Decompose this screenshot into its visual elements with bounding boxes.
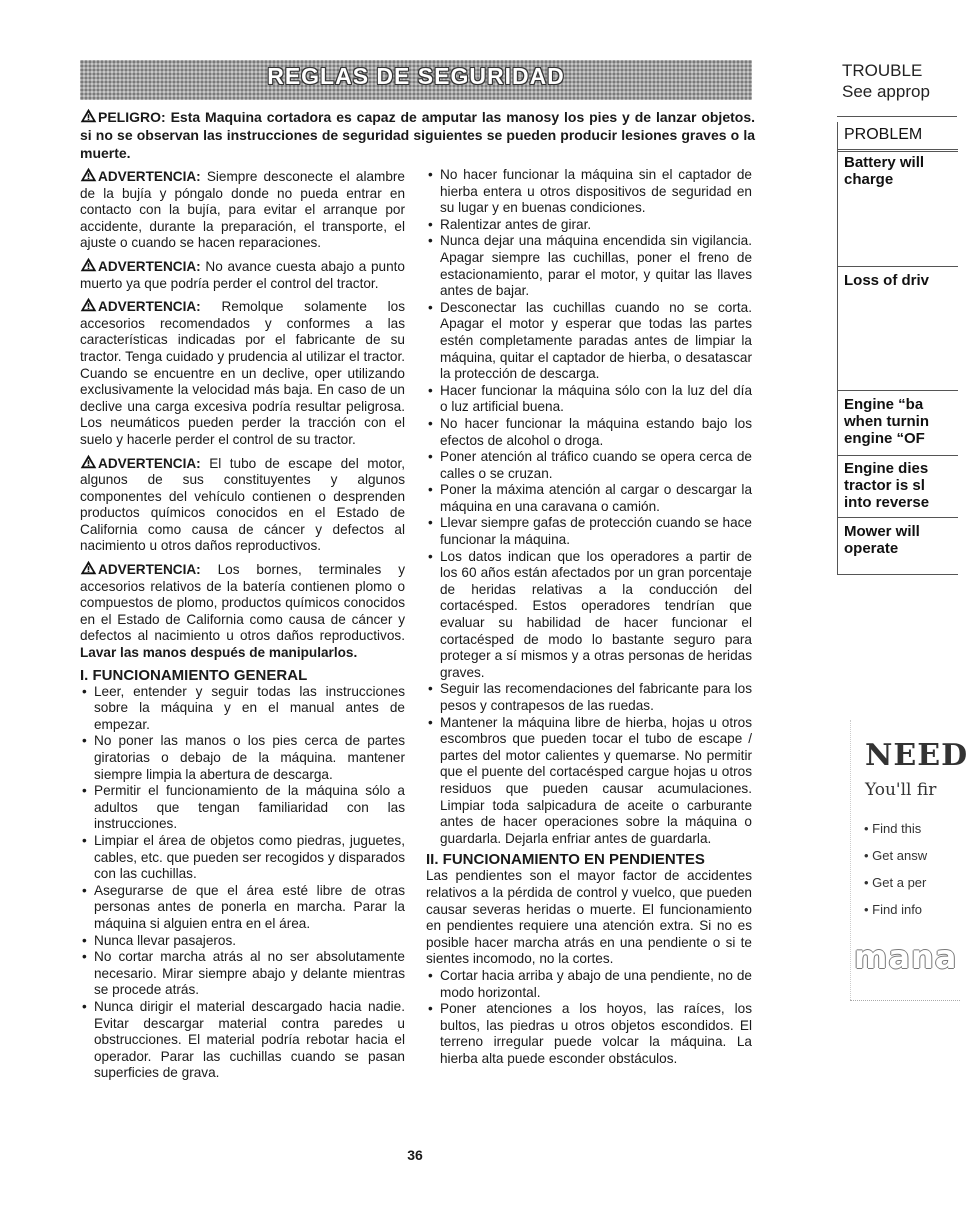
peek-ad-title: NEED	[865, 738, 968, 773]
page-number: 36	[407, 1147, 423, 1163]
list-item: • Desconectar las cuchillas cuando no se corta. Apagar el motor y esperar que todas las partes estén completamente paradas antes de limpiar la máquina, quitar el captador de hierba, o desatascar la protección de descarga.	[426, 300, 752, 383]
warning-paragraph	[80, 167, 405, 252]
warning-paragraph	[80, 560, 405, 662]
peek-row-cell: Engine “ba when turnin engine “OF	[844, 396, 929, 447]
list-item: • No cortar marcha atrás al no ser absolutamente necesario. Mirar siempre abajo y delante mientras se procede atrás.	[80, 949, 405, 999]
warning-text: El tubo de escape del motor, algunos de sus constituyentes y algunos componentes del vehículo contienen o desprenden productos químicos conocidos en el Estado de California como causa de cáncer y defectos al nacimiento u otros daños reproductivos.	[80, 455, 405, 554]
warning-triangle-icon	[80, 454, 97, 469]
warning-label: ADVERTENCIA:	[98, 299, 201, 315]
warning-paragraph	[80, 257, 405, 292]
warning-triangle-icon	[80, 297, 97, 312]
peek-help-ad	[850, 700, 968, 1020]
warning-label: ADVERTENCIA:	[98, 258, 201, 274]
list-item: • Poner atenciones a los hoyos, las raíces, los bultos, las piedras u otros objetos escondidos. El terreno irregular puede volcar la máquina. La hierba alta puede esconder obstáculos.	[426, 1001, 752, 1067]
peek-ad-subtitle: You'll fir	[865, 780, 937, 800]
peek-page-title	[842, 60, 930, 102]
list-item: • Cortar hacia arriba y abajo de una pendiente, no de modo horizontal.	[426, 968, 752, 1001]
list-item: • Limpiar el área de objetos como piedras, juguetes, cables, etc. que pueden ser recogidos y disparados con las cuchillas.	[80, 833, 405, 883]
list-item: • Hacer funcionar la máquina sólo con la luz del día o luz artificial buena.	[426, 383, 752, 416]
list-item: • No hacer funcionar la máquina sin el captador de hierba entera u otros dispositivos de seguridad en su lugar y en buenas condiciones.	[426, 167, 752, 217]
peek-row-cell: Engine dies tractor is sl into reverse	[844, 460, 930, 511]
section-heading-general: I. FUNCIONAMIENTO GENERAL	[80, 666, 308, 684]
warning-paragraph	[80, 454, 405, 556]
warning-text: Siempre desconecte el alambre de la bujía y póngalo donde no pueda entrar en contacto con la bujía, para evitar el arranque por accidente, durante la preparación, el transporte, el ajuste o cuando se hacen reparaciones.	[80, 169, 405, 251]
slopes-intro: Las pendientes son el mayor factor de accidentes relativos a la pérdida de control y vuelco, que pueden causar severas heridas o muerte. El funcionamiento en pendientes requiere una atención extra. Si no es posible hacer marcha atrás en una pendiente o si te sientes incomodo, no la cortes.	[426, 868, 752, 967]
warning-triangle-icon	[80, 167, 97, 182]
danger-label: PELIGRO:	[98, 109, 166, 125]
peek-row-divider	[838, 149, 958, 152]
list-item: • Llevar siempre gafas de protección cuando se hace funcionar la máquina.	[426, 515, 752, 548]
list-item: • Nunca dirigir el material descargado hacia nadie. Evitar descargar material contra paredes u obstrucciones. El material podría rebotar hacia el operador. Parar las cuchillas cuando se pasan superficies de grava.	[80, 999, 405, 1082]
warning-label: ADVERTENCIA:	[98, 562, 201, 578]
warning-text: No avance cuesta abajo a punto muerto ya que podría perder el control del tractor.	[80, 258, 405, 291]
warning-triangle-icon	[80, 560, 97, 575]
peek-ad-bottom-rule	[850, 1000, 960, 1001]
list-item: • Permitir el funcionamiento de la máquina sólo a adultos que tengan familiaridad con las instrucciones.	[80, 783, 405, 833]
left-column	[80, 167, 405, 1082]
slopes-rules-list	[426, 968, 752, 1068]
peek-table-top-rule	[837, 116, 957, 117]
list-item: • Leer, entender y seguir todas las instrucciones sobre la máquina y en el manual antes de empezar.	[80, 684, 405, 734]
peek-row-cell: Battery will charge	[844, 154, 925, 188]
danger-text: Esta Maquina cortadora es capaz de amputar las manosy los pies y de lanzar objetos. si no se observan las instrucciones de seguridad siguientes se pueden producir lesiones graves o la muerte.	[80, 109, 755, 161]
peek-troubleshooting-table	[837, 122, 958, 575]
list-item: • Los datos indican que los operadores a partir de los 60 años están afectados por un gran porcentaje de heridas relativas a la conducción del cortacésped. Estos operadores tendrían que evaluar su habilidad de hacer funcionar el cortacésped de modo lo bastante seguro para proteger a sí mismos y a otras personas de heridas graves.	[426, 549, 752, 682]
peek-row-divider	[838, 390, 958, 391]
peek-row-divider	[838, 455, 958, 456]
peek-row-divider	[838, 517, 958, 518]
general-rules-list-continued	[426, 167, 752, 847]
warning-triangle-icon	[80, 108, 97, 123]
warning-label: ADVERTENCIA:	[98, 169, 201, 184]
peek-ad-divider	[850, 720, 851, 1000]
peek-ad-brand-logo: mana	[854, 938, 958, 976]
section-banner	[80, 60, 752, 100]
list-item: • Mantener la máquina libre de hierba, hojas u otros escombros que pueden tocar el tubo de escape / partes del motor calientes y quemarse. No permitir que el puente del cortacésped cargue hojas u otros residuos que pueden causar acumulaciones. Limpiar toda salpicadura de aceite o carburante antes de hacer operaciones sobre la máquina o guardarla. Dejarla enfriar antes de guardarla.	[426, 715, 752, 848]
peek-ad-item: • Find this	[864, 821, 922, 836]
general-rules-list	[80, 684, 405, 1082]
warning-bold-tail: Lavar las manos después de manipularlos.	[80, 645, 358, 661]
list-item: • Nunca llevar pasajeros.	[80, 933, 405, 950]
peek-ad-item: • Get a per	[864, 875, 927, 890]
danger-statement	[80, 108, 755, 162]
warning-text: Remolque solamente los accesorios recomendados y conformes a las características indicadas por el fabricante de su tractor. Tenga cuidado y prudencia al utilizar el tractor. Cuando se encuentre en un declive, oper utilizando exclusivamente la velocidad más baja. En caso de un declive una carga excesiva podría resultar peligrosa. Los neumáticos pueden perder la tracción con el suelo y hacerle perder el control de su tractor.	[80, 299, 405, 447]
list-item: • No poner las manos o los pies cerca de partes giratorias o debajo de la máquina. mantener siempre limpia la abertura de descarga.	[80, 733, 405, 783]
peek-ad-item: • Find info	[864, 902, 923, 917]
peek-row-cell: Mower will operate	[844, 523, 920, 557]
list-item: • Asegurarse de que el área esté libre de otras personas antes de ponerla en marcha. Parar la máquina si alguien entra en el área.	[80, 883, 405, 933]
list-item: • Poner la máxima atención al cargar o descargar la máquina en una caravana o camión.	[426, 482, 752, 515]
list-item: • Ralentizar antes de girar.	[426, 217, 752, 234]
warning-label: ADVERTENCIA:	[98, 455, 201, 471]
banner-title: REGLAS DE SEGURIDAD	[267, 62, 565, 89]
peek-title-line: See approp	[842, 82, 930, 101]
warning-text: Los bornes, terminales y accesorios relativos de la batería contienen plomo o compuestos de plomo, productos químicos conocidos en el Estado de California como causa de cáncer y defectos al nacimiento u otros daños reproductivos.	[80, 562, 405, 644]
peek-table-header: PROBLEM	[844, 126, 923, 143]
warning-paragraph	[80, 297, 405, 448]
list-item: • Poner atención al tráfico cuando se opera cerca de calles o se cruzan.	[426, 449, 752, 482]
list-item: • Nunca dejar una máquina encendida sin vigilancia. Apagar siempre las cuchillas, poner el freno de estacionamiento, parar el motor, y quitar las llaves antes de bajar.	[426, 233, 752, 299]
list-item: • No hacer funcionar la máquina estando bajo los efectos de alcohol o droga.	[426, 416, 752, 449]
right-column	[426, 167, 752, 1067]
peek-ad-item: • Get answ	[864, 848, 928, 863]
warning-triangle-icon	[80, 257, 97, 272]
peek-title-line: TROUBLE	[842, 61, 923, 80]
list-item: • Seguir las recomendaciones del fabricante para los pesos y contrapesos de las ruedas.	[426, 681, 752, 714]
peek-row-cell: Loss of driv	[844, 272, 930, 289]
peek-row-divider	[838, 266, 958, 267]
section-heading-slopes: II. FUNCIONAMIENTO EN PENDIENTES	[426, 851, 705, 869]
